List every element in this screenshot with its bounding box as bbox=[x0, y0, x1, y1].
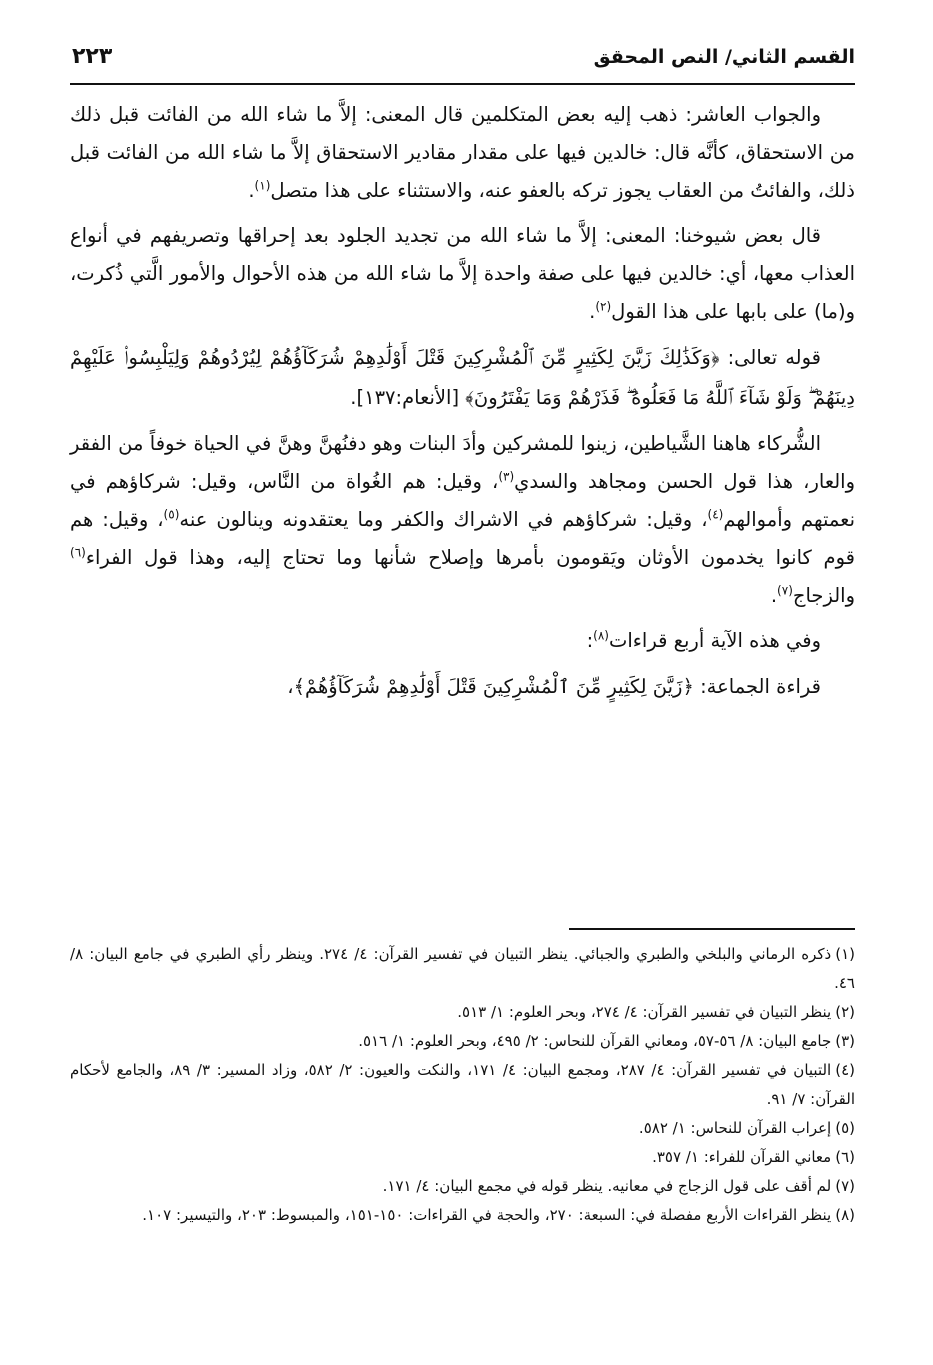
footnote-ref: (٥) bbox=[163, 507, 180, 522]
quran-verse: ﴿وَكَذَٰلِكَ زَيَّنَ لِكَثِيرٍ مِّنَ ٱلْمُشْرِكِينَ قَتْلَ أَوْلَٰدِهِمْ شُرَكَآؤُهُمْ لِيُرْدُوهُمْ وَلِيَلْبِسُوا۟ عَلَيْهِمْ دِينَهُمْ ۖ وَلَوْ شَآءَ ٱللَّهُ مَا فَعَلُوهُ ۖ فَذَرْهُمْ وَمَا يَفْتَرُونَ﴾ bbox=[70, 346, 855, 409]
header-rule bbox=[70, 83, 855, 85]
quran-verse: ﴿زَيَّنَ لِكَثِيرٍ مِّنَ ٱلْمُشْرِكِينَ قَتْلَ أَوْلَٰدِهِمْ شُرَكَآؤُهُمْ﴾ bbox=[293, 675, 694, 698]
footnote-ref: (٤) bbox=[707, 507, 724, 522]
footnotes bbox=[70, 940, 855, 1230]
footnote-text: ينظر القراءات الأربع مفصلة في: السبعة: ٢٧٠، والحجة في القراءات: ١٥٠-١٥١، والمبسوط: ٢٠٣، والتيسير: ١٠٧. bbox=[142, 1206, 832, 1224]
footnote-text: إعراب القرآن للنحاس: ١/ ٥٨٢. bbox=[638, 1119, 832, 1137]
paragraph-text: ، وقيل: شركاؤهم في الاشراك والكفر وما يعتقدونه وينالون عنه bbox=[179, 508, 708, 531]
paragraph-2 bbox=[70, 217, 855, 331]
paragraph-text: وفي هذه الآية أربع قراءات bbox=[608, 629, 821, 652]
paragraph-3 bbox=[70, 338, 855, 418]
footnote-number: (١) bbox=[835, 945, 856, 963]
paragraph-4 bbox=[70, 425, 855, 615]
footnote-3 bbox=[70, 1027, 855, 1056]
footnote-number: (٤) bbox=[835, 1061, 855, 1079]
paragraph-text: والزجاج bbox=[792, 584, 855, 607]
footnote-ref: (١) bbox=[254, 178, 271, 193]
paragraph-punct: . bbox=[770, 584, 778, 607]
verse-citation: [الأنعام:١٣٧]. bbox=[350, 386, 466, 409]
footnote-text: جامع البيان: ٨/ ٥٦-٥٧، ومعاني القرآن للنحاس: ٢/ ٤٩٥، وبحر العلوم: ١/ ٥١٦. bbox=[358, 1032, 832, 1050]
paragraph-text: ، وقيل: هم الغُواة من النَّاس، وقيل: شركاؤهم في نعمتهم وأموالهم bbox=[70, 470, 855, 531]
paragraph-6 bbox=[70, 667, 855, 707]
footnote-5 bbox=[70, 1114, 855, 1143]
footnote-number: (٢) bbox=[835, 1003, 855, 1021]
footnote-number: (٣) bbox=[835, 1032, 855, 1050]
paragraph-punct: ، bbox=[287, 675, 294, 698]
paragraph-punct: . bbox=[589, 300, 596, 323]
page-header bbox=[70, 42, 855, 82]
footnote-7 bbox=[70, 1172, 855, 1201]
paragraph-punct: : bbox=[586, 629, 594, 652]
footnote-text: ذكره الرماني والبلخي والطبري والجبائي. ينظر التبيان في تفسير القرآن: ٤/ ٢٧٤. وينظر رأي الطبري في جامع البيان: ٨/ ٤٦. bbox=[70, 945, 855, 992]
footnote-separator bbox=[569, 928, 855, 930]
footnote-2 bbox=[70, 998, 855, 1027]
footnote-4 bbox=[70, 1056, 855, 1114]
footnote-ref: (٨) bbox=[593, 628, 609, 643]
footnote-number: (٥) bbox=[835, 1119, 855, 1137]
footnote-text: ينظر التبيان في تفسير القرآن: ٤/ ٢٧٤، وبحر العلوم: ١/ ٥١٣. bbox=[457, 1003, 832, 1021]
footnote-ref: (٣) bbox=[498, 469, 515, 484]
running-title: القسم الثاني/ النص المحقق bbox=[593, 46, 855, 68]
footnote-number: (٦) bbox=[835, 1148, 855, 1166]
page-number: ٢٢٣ bbox=[72, 44, 113, 69]
footnote-number: (٨) bbox=[835, 1206, 855, 1224]
paragraph-text: والجواب العاشر: ذهب إليه بعض المتكلمين قال المعنى: إلاَّ ما شاء الله من الفائت قبل ذلك من الاستحقاق، كأنَّه قال: خالدين فيها على مقدار مقادير الاستحقاق إلاَّ ما شاء الله من الفائت قبل ذلك، والفائتُ من العقاب يجوز تركه بالعفو عنه، والاستثناء على هذا متصل bbox=[70, 103, 855, 202]
paragraph-1 bbox=[70, 96, 855, 210]
footnote-ref: (٧) bbox=[777, 583, 793, 598]
paragraph-text: قال بعض شيوخنا: المعنى: إلاَّ ما شاء الله من تجديد الجلود بعد إحراقها وتصريفهم في أنواع العذاب معها، أي: خالدين فيها على صفة واحدة إلاَّ ما شاء الله من هذه الأحوال والأمور الَّتي ذُكرت، و(ما) على بابها على هذا القول bbox=[70, 224, 855, 323]
footnote-ref: (٦) bbox=[70, 545, 86, 560]
paragraph-5 bbox=[70, 622, 855, 660]
footnote-number: (٧) bbox=[835, 1177, 855, 1195]
paragraph-text: ، وقيل: هم قوم كانوا يخدمون الأوثان ويَقومون بأمرها وإصلاح شأنها وما تحتاج إليه، وهذا قول الفراء bbox=[70, 508, 855, 569]
footnote-6 bbox=[70, 1143, 855, 1172]
verse-intro: قراءة الجماعة: bbox=[693, 675, 821, 698]
footnote-text: معاني القرآن للفراء: ١/ ٣٥٧. bbox=[652, 1148, 832, 1166]
footnote-1 bbox=[70, 940, 855, 998]
footnote-text: التبيان في تفسير القرآن: ٤/ ٢٨٧، ومجمع البيان: ٤/ ١٧١، والنكت والعيون: ٢/ ٥٨٢، وزاد المسير: ٣/ ٨٩، والجامع لأحكام القرآن: ٧/ ٩١. bbox=[70, 1061, 855, 1108]
footnote-ref: (٢) bbox=[595, 299, 612, 314]
verse-intro: قوله تعالى: bbox=[719, 346, 821, 369]
paragraph-punct: . bbox=[248, 179, 255, 202]
paragraph-text: الشُّركاء هاهنا الشَّياطين، زينوا للمشركين وأدَ البنات وهو دفنُهنَّ وهنَّ في الحياة خوفاً من الفقر والعار، هذا قول الحسن ومجاهد والسدي bbox=[70, 432, 855, 493]
main-text bbox=[70, 96, 855, 714]
footnote-8 bbox=[70, 1201, 855, 1230]
footnote-text: لم أقف على قول الزجاج في معانيه. ينظر قوله في مجمع البيان: ٤/ ١٧١. bbox=[382, 1177, 832, 1195]
